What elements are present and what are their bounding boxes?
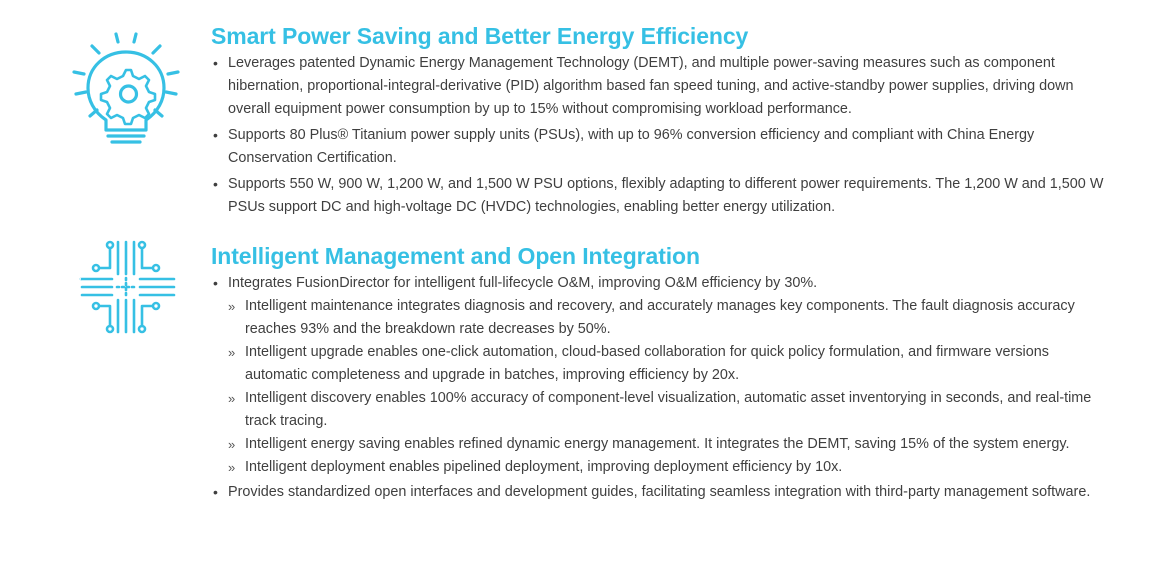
chevron-icon: »: [228, 299, 236, 314]
section-title: Smart Power Saving and Better Energy Efficiency: [211, 23, 749, 49]
chevron-icon: »: [228, 460, 236, 475]
list-item: • Provides standardized open interfaces and development guides, facilitating seamless integration with third-party management software.: [211, 481, 1111, 504]
sub-list-item: » Intelligent discovery enables 100% accuracy of component-level visualization, automatic asset inventorying in seconds, and real-time track tracing.: [211, 387, 1111, 433]
chevron-icon: »: [228, 391, 236, 406]
list-item: • Supports 550 W, 900 W, 1,200 W, and 1,500 W PSU options, flexibly adapting to different power requirements. The 1,200 W and 1,500 W PSUs support DC and high-voltage DC (HVDC) technologies, enabling better energy utilization.: [211, 173, 1111, 219]
sub-list-item: » Intelligent upgrade enables one-click automation, cloud-based collaboration for quick policy formulation, and firmware versions automatic completeness and upgrade in batches, improving efficiency by 20x.: [211, 341, 1111, 387]
list-item: • Integrates FusionDirector for intelligent full-lifecycle O&M, improving O&M efficiency by 30%. » Intelligent maintenance integrates diagnosis and recovery, and accurately manages key components. The fault diagnosis accuracy reaches 93% and the breakdown rate decreases by 50%. » Intelligent upgrade enables one-click automation, cloud-based collaboration for quick policy formulation, and firmware versions automatic completeness and upgrade in batches, improving efficiency by 20x. » Intelligent discovery enables 100% accuracy of component-level visualization, automatic asset inventorying in seconds, and real-time track tracing. » Intelligent energy saving enables refined dynamic energy management. It integrates the DEMT, saving 15% of the system energy. » Intelligent deployment enables pipelined deployment, improving deployment efficiency by 10x.: [211, 272, 1111, 479]
bullet-icon: •: [213, 55, 218, 71]
bullet-list: [211, 52, 1111, 219]
sub-list-item: » Intelligent maintenance integrates diagnosis and recovery, and accurately manages key components. The fault diagnosis accuracy reaches 93% and the breakdown rate decreases by 50%.: [211, 295, 1111, 341]
bullet-icon: •: [213, 484, 218, 500]
bullet-list: [211, 272, 1111, 504]
bullet-icon: •: [213, 176, 218, 192]
sub-bullet-list: [211, 295, 1111, 479]
bullet-icon: •: [213, 275, 218, 291]
circuit-icon: [78, 238, 178, 341]
list-item: • Leverages patented Dynamic Energy Management Technology (DEMT), and multiple power-saving measures such as component hibernation, proportional-integral-derivative (PID) algorithm based fan speed tuning, and active-standby power supplies, driving down overall equipment power consumption by up to 15% without compromising workload performance.: [211, 52, 1111, 121]
sub-list-item: » Intelligent deployment enables pipelined deployment, improving deployment efficiency by 10x.: [211, 456, 1111, 479]
bullet-icon: •: [213, 127, 218, 143]
chevron-icon: »: [228, 345, 236, 360]
lightbulb-gear-icon: [70, 30, 182, 153]
chevron-icon: »: [228, 437, 236, 452]
sub-list-item: » Intelligent energy saving enables refined dynamic energy management. It integrates the DEMT, saving 15% of the system energy.: [211, 433, 1111, 456]
section-title: Intelligent Management and Open Integration: [211, 243, 700, 269]
list-item: • Supports 80 Plus® Titanium power supply units (PSUs), with up to 96% conversion efficiency and compliant with China Energy Conservation Certification.: [211, 124, 1111, 170]
